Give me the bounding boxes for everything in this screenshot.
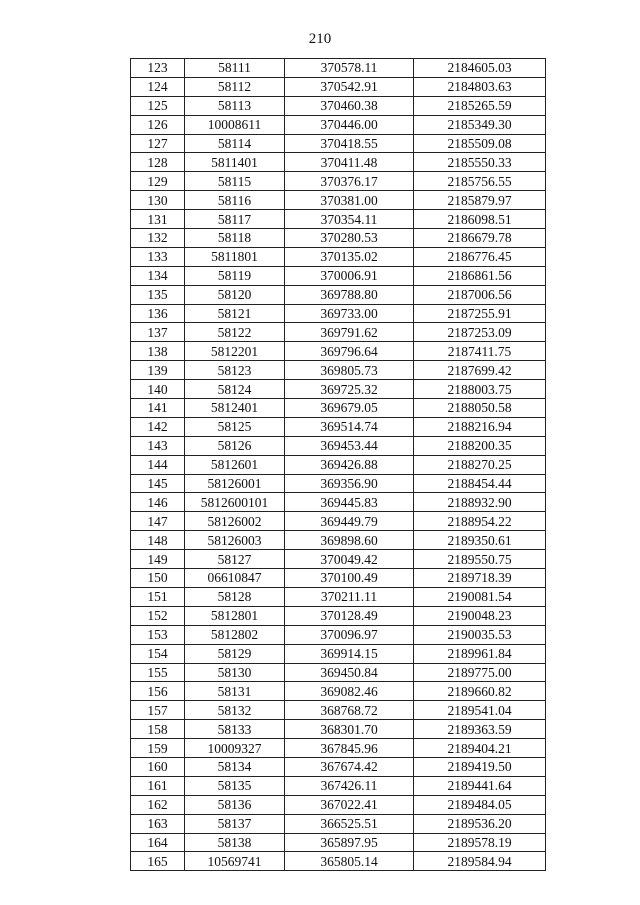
point-id-cell: 06610847 bbox=[185, 569, 285, 588]
row-number-cell: 133 bbox=[131, 247, 185, 266]
table-row bbox=[131, 701, 546, 720]
x-coordinate-cell: 368768.72 bbox=[285, 701, 414, 720]
table-row bbox=[131, 531, 546, 550]
point-id-cell: 58122 bbox=[185, 323, 285, 342]
row-number-cell: 124 bbox=[131, 77, 185, 96]
point-id-cell: 58134 bbox=[185, 757, 285, 776]
table-row bbox=[131, 682, 546, 701]
point-id-cell: 58137 bbox=[185, 814, 285, 833]
row-number-cell: 143 bbox=[131, 436, 185, 455]
x-coordinate-cell: 366525.51 bbox=[285, 814, 414, 833]
table-row bbox=[131, 153, 546, 172]
table-row bbox=[131, 606, 546, 625]
point-id-cell: 5812801 bbox=[185, 606, 285, 625]
table-row bbox=[131, 493, 546, 512]
row-number-cell: 148 bbox=[131, 531, 185, 550]
x-coordinate-cell: 369898.60 bbox=[285, 531, 414, 550]
row-number-cell: 163 bbox=[131, 814, 185, 833]
y-coordinate-cell: 2189484.05 bbox=[414, 795, 546, 814]
point-id-cell: 58115 bbox=[185, 172, 285, 191]
table-row bbox=[131, 304, 546, 323]
page-number: 210 bbox=[308, 31, 332, 47]
table-row bbox=[131, 757, 546, 776]
point-id-cell: 58123 bbox=[185, 361, 285, 380]
x-coordinate-cell: 369791.62 bbox=[285, 323, 414, 342]
point-id-cell: 58133 bbox=[185, 720, 285, 739]
y-coordinate-cell: 2188003.75 bbox=[414, 380, 546, 399]
point-id-cell: 58131 bbox=[185, 682, 285, 701]
x-coordinate-cell: 369725.32 bbox=[285, 380, 414, 399]
table-row bbox=[131, 229, 546, 248]
point-id-cell: 58126 bbox=[185, 436, 285, 455]
table-row bbox=[131, 814, 546, 833]
point-id-cell: 58138 bbox=[185, 833, 285, 852]
row-number-cell: 152 bbox=[131, 606, 185, 625]
y-coordinate-cell: 2190035.53 bbox=[414, 625, 546, 644]
y-coordinate-cell: 2187006.56 bbox=[414, 285, 546, 304]
row-number-cell: 130 bbox=[131, 191, 185, 210]
row-number-cell: 164 bbox=[131, 833, 185, 852]
x-coordinate-cell: 370411.48 bbox=[285, 153, 414, 172]
point-id-cell: 5812201 bbox=[185, 342, 285, 361]
x-coordinate-cell: 370128.49 bbox=[285, 606, 414, 625]
point-id-cell: 5812401 bbox=[185, 399, 285, 418]
x-coordinate-cell: 370542.91 bbox=[285, 77, 414, 96]
point-id-cell: 10008611 bbox=[185, 115, 285, 134]
y-coordinate-cell: 2189718.39 bbox=[414, 569, 546, 588]
x-coordinate-cell: 370100.49 bbox=[285, 569, 414, 588]
table-row bbox=[131, 795, 546, 814]
table-row bbox=[131, 361, 546, 380]
x-coordinate-cell: 370578.11 bbox=[285, 59, 414, 78]
x-coordinate-cell: 369356.90 bbox=[285, 474, 414, 493]
row-number-cell: 137 bbox=[131, 323, 185, 342]
x-coordinate-cell: 370006.91 bbox=[285, 266, 414, 285]
point-id-cell: 58118 bbox=[185, 229, 285, 248]
y-coordinate-cell: 2188050.58 bbox=[414, 399, 546, 418]
x-coordinate-cell: 370446.00 bbox=[285, 115, 414, 134]
x-coordinate-cell: 370376.17 bbox=[285, 172, 414, 191]
table-row bbox=[131, 587, 546, 606]
x-coordinate-cell: 369679.05 bbox=[285, 399, 414, 418]
table-row bbox=[131, 512, 546, 531]
point-id-cell: 10009327 bbox=[185, 739, 285, 758]
y-coordinate-cell: 2188216.94 bbox=[414, 417, 546, 436]
table-row bbox=[131, 266, 546, 285]
x-coordinate-cell: 370280.53 bbox=[285, 229, 414, 248]
table-row bbox=[131, 115, 546, 134]
y-coordinate-cell: 2189660.82 bbox=[414, 682, 546, 701]
y-coordinate-cell: 2185879.97 bbox=[414, 191, 546, 210]
y-coordinate-cell: 2189584.94 bbox=[414, 852, 546, 871]
y-coordinate-cell: 2189536.20 bbox=[414, 814, 546, 833]
point-id-cell: 58117 bbox=[185, 210, 285, 229]
point-id-cell: 58119 bbox=[185, 266, 285, 285]
table-row bbox=[131, 474, 546, 493]
row-number-cell: 151 bbox=[131, 587, 185, 606]
x-coordinate-cell: 369082.46 bbox=[285, 682, 414, 701]
x-coordinate-cell: 368301.70 bbox=[285, 720, 414, 739]
table-row bbox=[131, 96, 546, 115]
point-id-cell: 58132 bbox=[185, 701, 285, 720]
row-number-cell: 141 bbox=[131, 399, 185, 418]
coordinates-table-body bbox=[131, 59, 546, 871]
x-coordinate-cell: 370418.55 bbox=[285, 134, 414, 153]
point-id-cell: 5811801 bbox=[185, 247, 285, 266]
row-number-cell: 126 bbox=[131, 115, 185, 134]
point-id-cell: 58114 bbox=[185, 134, 285, 153]
point-id-cell: 58116 bbox=[185, 191, 285, 210]
y-coordinate-cell: 2189363.59 bbox=[414, 720, 546, 739]
y-coordinate-cell: 2188932.90 bbox=[414, 493, 546, 512]
y-coordinate-cell: 2187699.42 bbox=[414, 361, 546, 380]
x-coordinate-cell: 365897.95 bbox=[285, 833, 414, 852]
y-coordinate-cell: 2185509.08 bbox=[414, 134, 546, 153]
point-id-cell: 58126001 bbox=[185, 474, 285, 493]
table-row bbox=[131, 852, 546, 871]
table-row bbox=[131, 417, 546, 436]
y-coordinate-cell: 2189550.75 bbox=[414, 550, 546, 569]
y-coordinate-cell: 2189578.19 bbox=[414, 833, 546, 852]
table-row bbox=[131, 644, 546, 663]
row-number-cell: 154 bbox=[131, 644, 185, 663]
y-coordinate-cell: 2187411.75 bbox=[414, 342, 546, 361]
x-coordinate-cell: 370096.97 bbox=[285, 625, 414, 644]
y-coordinate-cell: 2186861.56 bbox=[414, 266, 546, 285]
row-number-cell: 149 bbox=[131, 550, 185, 569]
point-id-cell: 58120 bbox=[185, 285, 285, 304]
point-id-cell: 58127 bbox=[185, 550, 285, 569]
y-coordinate-cell: 2189775.00 bbox=[414, 663, 546, 682]
table-row bbox=[131, 210, 546, 229]
x-coordinate-cell: 369805.73 bbox=[285, 361, 414, 380]
table-row bbox=[131, 550, 546, 569]
row-number-cell: 150 bbox=[131, 569, 185, 588]
x-coordinate-cell: 367022.41 bbox=[285, 795, 414, 814]
table-row bbox=[131, 399, 546, 418]
row-number-cell: 157 bbox=[131, 701, 185, 720]
y-coordinate-cell: 2184803.63 bbox=[414, 77, 546, 96]
point-id-cell: 5812601 bbox=[185, 455, 285, 474]
x-coordinate-cell: 367674.42 bbox=[285, 757, 414, 776]
table-row bbox=[131, 380, 546, 399]
table-row bbox=[131, 455, 546, 474]
table-row bbox=[131, 191, 546, 210]
row-number-cell: 158 bbox=[131, 720, 185, 739]
table-row bbox=[131, 436, 546, 455]
y-coordinate-cell: 2189419.50 bbox=[414, 757, 546, 776]
table-row bbox=[131, 569, 546, 588]
table-row bbox=[131, 172, 546, 191]
row-number-cell: 135 bbox=[131, 285, 185, 304]
x-coordinate-cell: 369514.74 bbox=[285, 417, 414, 436]
row-number-cell: 127 bbox=[131, 134, 185, 153]
y-coordinate-cell: 2187255.91 bbox=[414, 304, 546, 323]
y-coordinate-cell: 2186776.45 bbox=[414, 247, 546, 266]
point-id-cell: 58112 bbox=[185, 77, 285, 96]
table-row bbox=[131, 323, 546, 342]
point-id-cell: 58130 bbox=[185, 663, 285, 682]
x-coordinate-cell: 369788.80 bbox=[285, 285, 414, 304]
row-number-cell: 128 bbox=[131, 153, 185, 172]
table-row bbox=[131, 833, 546, 852]
x-coordinate-cell: 369733.00 bbox=[285, 304, 414, 323]
row-number-cell: 145 bbox=[131, 474, 185, 493]
x-coordinate-cell: 369796.64 bbox=[285, 342, 414, 361]
y-coordinate-cell: 2189404.21 bbox=[414, 739, 546, 758]
point-id-cell: 5811401 bbox=[185, 153, 285, 172]
y-coordinate-cell: 2185756.55 bbox=[414, 172, 546, 191]
row-number-cell: 162 bbox=[131, 795, 185, 814]
row-number-cell: 146 bbox=[131, 493, 185, 512]
y-coordinate-cell: 2188454.44 bbox=[414, 474, 546, 493]
x-coordinate-cell: 369914.15 bbox=[285, 644, 414, 663]
x-coordinate-cell: 370460.38 bbox=[285, 96, 414, 115]
table-row bbox=[131, 776, 546, 795]
row-number-cell: 132 bbox=[131, 229, 185, 248]
row-number-cell: 123 bbox=[131, 59, 185, 78]
point-id-cell: 58121 bbox=[185, 304, 285, 323]
x-coordinate-cell: 370135.02 bbox=[285, 247, 414, 266]
x-coordinate-cell: 369453.44 bbox=[285, 436, 414, 455]
row-number-cell: 125 bbox=[131, 96, 185, 115]
x-coordinate-cell: 370354.11 bbox=[285, 210, 414, 229]
y-coordinate-cell: 2189541.04 bbox=[414, 701, 546, 720]
row-number-cell: 140 bbox=[131, 380, 185, 399]
table-row bbox=[131, 59, 546, 78]
point-id-cell: 58126003 bbox=[185, 531, 285, 550]
y-coordinate-cell: 2187253.09 bbox=[414, 323, 546, 342]
row-number-cell: 159 bbox=[131, 739, 185, 758]
table-row bbox=[131, 134, 546, 153]
y-coordinate-cell: 2184605.03 bbox=[414, 59, 546, 78]
table-row bbox=[131, 342, 546, 361]
point-id-cell: 58126002 bbox=[185, 512, 285, 531]
y-coordinate-cell: 2188954.22 bbox=[414, 512, 546, 531]
x-coordinate-cell: 369426.88 bbox=[285, 455, 414, 474]
table-row bbox=[131, 77, 546, 96]
row-number-cell: 131 bbox=[131, 210, 185, 229]
y-coordinate-cell: 2186679.78 bbox=[414, 229, 546, 248]
table-row bbox=[131, 247, 546, 266]
table-row bbox=[131, 720, 546, 739]
row-number-cell: 136 bbox=[131, 304, 185, 323]
point-id-cell: 5812600101 bbox=[185, 493, 285, 512]
x-coordinate-cell: 365805.14 bbox=[285, 852, 414, 871]
y-coordinate-cell: 2186098.51 bbox=[414, 210, 546, 229]
row-number-cell: 160 bbox=[131, 757, 185, 776]
table-row bbox=[131, 663, 546, 682]
row-number-cell: 147 bbox=[131, 512, 185, 531]
y-coordinate-cell: 2189350.61 bbox=[414, 531, 546, 550]
row-number-cell: 134 bbox=[131, 266, 185, 285]
y-coordinate-cell: 2185349.30 bbox=[414, 115, 546, 134]
coordinates-table bbox=[130, 58, 546, 871]
table-row bbox=[131, 625, 546, 644]
x-coordinate-cell: 367845.96 bbox=[285, 739, 414, 758]
y-coordinate-cell: 2188270.25 bbox=[414, 455, 546, 474]
y-coordinate-cell: 2190048.23 bbox=[414, 606, 546, 625]
y-coordinate-cell: 2185265.59 bbox=[414, 96, 546, 115]
point-id-cell: 10569741 bbox=[185, 852, 285, 871]
point-id-cell: 58124 bbox=[185, 380, 285, 399]
y-coordinate-cell: 2185550.33 bbox=[414, 153, 546, 172]
y-coordinate-cell: 2189441.64 bbox=[414, 776, 546, 795]
x-coordinate-cell: 370211.11 bbox=[285, 587, 414, 606]
point-id-cell: 58135 bbox=[185, 776, 285, 795]
table-row bbox=[131, 739, 546, 758]
point-id-cell: 58113 bbox=[185, 96, 285, 115]
point-id-cell: 58136 bbox=[185, 795, 285, 814]
point-id-cell: 58111 bbox=[185, 59, 285, 78]
row-number-cell: 156 bbox=[131, 682, 185, 701]
row-number-cell: 155 bbox=[131, 663, 185, 682]
table-row bbox=[131, 285, 546, 304]
row-number-cell: 139 bbox=[131, 361, 185, 380]
x-coordinate-cell: 370049.42 bbox=[285, 550, 414, 569]
row-number-cell: 144 bbox=[131, 455, 185, 474]
row-number-cell: 129 bbox=[131, 172, 185, 191]
point-id-cell: 58128 bbox=[185, 587, 285, 606]
row-number-cell: 153 bbox=[131, 625, 185, 644]
x-coordinate-cell: 370381.00 bbox=[285, 191, 414, 210]
x-coordinate-cell: 369445.83 bbox=[285, 493, 414, 512]
point-id-cell: 58125 bbox=[185, 417, 285, 436]
point-id-cell: 5812802 bbox=[185, 625, 285, 644]
row-number-cell: 138 bbox=[131, 342, 185, 361]
row-number-cell: 142 bbox=[131, 417, 185, 436]
x-coordinate-cell: 369450.84 bbox=[285, 663, 414, 682]
point-id-cell: 58129 bbox=[185, 644, 285, 663]
x-coordinate-cell: 369449.79 bbox=[285, 512, 414, 531]
row-number-cell: 161 bbox=[131, 776, 185, 795]
y-coordinate-cell: 2188200.35 bbox=[414, 436, 546, 455]
y-coordinate-cell: 2190081.54 bbox=[414, 587, 546, 606]
row-number-cell: 165 bbox=[131, 852, 185, 871]
y-coordinate-cell: 2189961.84 bbox=[414, 644, 546, 663]
x-coordinate-cell: 367426.11 bbox=[285, 776, 414, 795]
